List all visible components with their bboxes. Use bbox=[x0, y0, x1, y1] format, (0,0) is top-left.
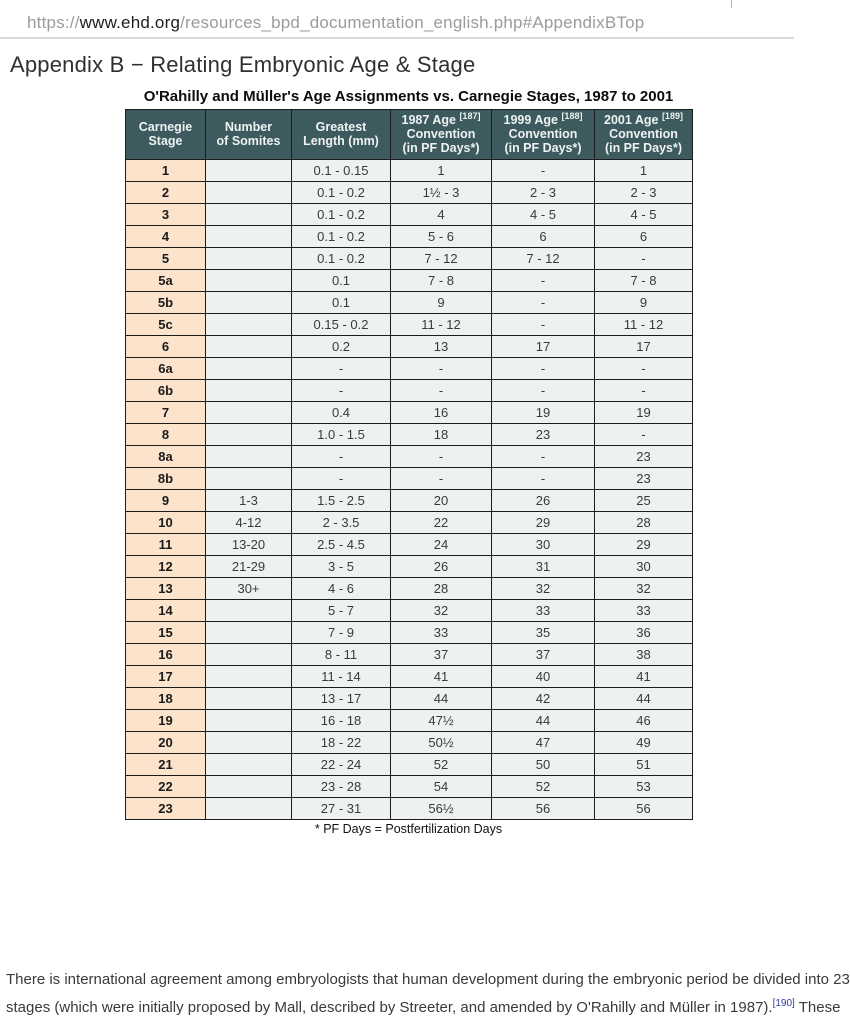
column-header-line: Length (mm) bbox=[303, 134, 379, 148]
value-cell: 19 bbox=[492, 402, 595, 424]
column-header-line: Greatest bbox=[315, 120, 367, 134]
value-cell: 32 bbox=[492, 578, 595, 600]
table-row bbox=[126, 732, 693, 754]
value-cell: 50 bbox=[492, 754, 595, 776]
reference-link[interactable]: [189] bbox=[661, 110, 683, 121]
table-row bbox=[126, 578, 693, 600]
value-cell: 9 bbox=[391, 292, 492, 314]
stage-cell: 4 bbox=[126, 226, 206, 248]
stage-cell: 22 bbox=[126, 776, 206, 798]
carnegie-stage-table bbox=[125, 109, 693, 820]
column-header-line: Number bbox=[224, 120, 273, 134]
value-cell: - bbox=[391, 468, 492, 490]
table-header bbox=[126, 110, 693, 160]
column-header bbox=[206, 110, 292, 160]
column-header-line: Convention bbox=[406, 127, 476, 141]
browser-tab-strip bbox=[0, 0, 794, 8]
value-cell bbox=[206, 292, 292, 314]
stage-cell: 2 bbox=[126, 182, 206, 204]
table-row bbox=[126, 600, 693, 622]
column-header-line: of Somites bbox=[216, 134, 281, 148]
value-cell: 7 - 12 bbox=[492, 248, 595, 270]
value-cell: 6 bbox=[492, 226, 595, 248]
value-cell: - bbox=[492, 292, 595, 314]
reference-link-190[interactable]: [190] bbox=[772, 998, 795, 1009]
value-cell: - bbox=[292, 380, 391, 402]
stage-cell: 9 bbox=[126, 490, 206, 512]
stage-cell: 1 bbox=[126, 160, 206, 182]
value-cell: 0.15 - 0.2 bbox=[292, 314, 391, 336]
stage-cell: 6 bbox=[126, 336, 206, 358]
value-cell bbox=[206, 666, 292, 688]
value-cell: 47 bbox=[492, 732, 595, 754]
table-row bbox=[126, 424, 693, 446]
value-cell bbox=[206, 622, 292, 644]
value-cell: - bbox=[492, 446, 595, 468]
value-cell: 23 bbox=[492, 424, 595, 446]
value-cell: 3 - 5 bbox=[292, 556, 391, 578]
value-cell: 17 bbox=[492, 336, 595, 358]
value-cell: 27 - 31 bbox=[292, 798, 391, 820]
table-row bbox=[126, 336, 693, 358]
value-cell: 23 - 28 bbox=[292, 776, 391, 798]
value-cell: 51 bbox=[595, 754, 693, 776]
value-cell: 47½ bbox=[391, 710, 492, 732]
value-cell: 0.2 bbox=[292, 336, 391, 358]
page-title: Appendix B − Relating Embryonic Age & Stage bbox=[10, 52, 476, 77]
table-row bbox=[126, 468, 693, 490]
value-cell: 6 bbox=[595, 226, 693, 248]
value-cell bbox=[206, 248, 292, 270]
value-cell: 33 bbox=[391, 622, 492, 644]
value-cell: 20 bbox=[391, 490, 492, 512]
table-row bbox=[126, 798, 693, 820]
reference-link[interactable]: [188] bbox=[561, 110, 583, 121]
paragraph-line-2-tail: These bbox=[794, 999, 841, 1016]
table-row bbox=[126, 292, 693, 314]
value-cell: 19 bbox=[595, 402, 693, 424]
value-cell: 2 - 3.5 bbox=[292, 512, 391, 534]
table-row bbox=[126, 512, 693, 534]
value-cell: 1 bbox=[391, 160, 492, 182]
value-cell: 32 bbox=[391, 600, 492, 622]
value-cell: 0.1 bbox=[292, 270, 391, 292]
value-cell: 18 - 22 bbox=[292, 732, 391, 754]
table-row bbox=[126, 358, 693, 380]
value-cell: 7 - 8 bbox=[595, 270, 693, 292]
value-cell: 1½ - 3 bbox=[391, 182, 492, 204]
column-header bbox=[595, 110, 693, 160]
value-cell: 7 - 9 bbox=[292, 622, 391, 644]
value-cell: 0.1 - 0.2 bbox=[292, 182, 391, 204]
value-cell: 35 bbox=[492, 622, 595, 644]
value-cell: 13 bbox=[391, 336, 492, 358]
paragraph-line-1: There is international agreement among embryologists that human development during the embryonic period be divided into 23 bbox=[6, 971, 850, 988]
value-cell: 4 - 5 bbox=[492, 204, 595, 226]
value-cell: 0.1 - 0.2 bbox=[292, 226, 391, 248]
value-cell: 23 bbox=[595, 446, 693, 468]
value-cell: 41 bbox=[391, 666, 492, 688]
table-row bbox=[126, 490, 693, 512]
tab-divider bbox=[731, 0, 732, 8]
stage-cell: 8 bbox=[126, 424, 206, 446]
value-cell: 11 - 12 bbox=[595, 314, 693, 336]
value-cell: 0.1 bbox=[292, 292, 391, 314]
table-row bbox=[126, 666, 693, 688]
value-cell: 16 - 18 bbox=[292, 710, 391, 732]
stage-cell: 14 bbox=[126, 600, 206, 622]
value-cell: 29 bbox=[595, 534, 693, 556]
value-cell bbox=[206, 710, 292, 732]
value-cell: 46 bbox=[595, 710, 693, 732]
value-cell: - bbox=[391, 446, 492, 468]
table-row bbox=[126, 204, 693, 226]
stage-cell: 5b bbox=[126, 292, 206, 314]
value-cell: 50½ bbox=[391, 732, 492, 754]
value-cell bbox=[206, 446, 292, 468]
value-cell: 28 bbox=[595, 512, 693, 534]
value-cell: - bbox=[292, 468, 391, 490]
value-cell bbox=[206, 182, 292, 204]
value-cell: 4 bbox=[391, 204, 492, 226]
column-header-line: 1987 Age [187] bbox=[401, 110, 481, 127]
value-cell: - bbox=[492, 468, 595, 490]
url-scheme: https:// bbox=[27, 12, 80, 32]
value-cell: 1-3 bbox=[206, 490, 292, 512]
value-cell: - bbox=[492, 160, 595, 182]
table-row bbox=[126, 754, 693, 776]
value-cell: 23 bbox=[595, 468, 693, 490]
value-cell: - bbox=[595, 358, 693, 380]
value-cell: 33 bbox=[595, 600, 693, 622]
value-cell bbox=[206, 314, 292, 336]
value-cell: - bbox=[595, 248, 693, 270]
value-cell: 26 bbox=[492, 490, 595, 512]
value-cell: 40 bbox=[492, 666, 595, 688]
stage-cell: 18 bbox=[126, 688, 206, 710]
column-header bbox=[292, 110, 391, 160]
value-cell bbox=[206, 688, 292, 710]
value-cell: 22 bbox=[391, 512, 492, 534]
table-row bbox=[126, 710, 693, 732]
value-cell: - bbox=[391, 358, 492, 380]
value-cell: 22 - 24 bbox=[292, 754, 391, 776]
table-row bbox=[126, 182, 693, 204]
value-cell: - bbox=[492, 358, 595, 380]
value-cell bbox=[206, 402, 292, 424]
value-cell bbox=[206, 468, 292, 490]
table-row bbox=[126, 270, 693, 292]
value-cell: 29 bbox=[492, 512, 595, 534]
table-caption: O'Rahilly and Müller's Age Assignments vs. Carnegie Stages, 1987 to 2001 bbox=[143, 88, 674, 105]
column-header-line: 1999 Age [188] bbox=[503, 110, 583, 127]
value-cell: 53 bbox=[595, 776, 693, 798]
value-cell: 5 - 6 bbox=[391, 226, 492, 248]
table-row bbox=[126, 446, 693, 468]
value-cell: 56 bbox=[492, 798, 595, 820]
value-cell: 52 bbox=[492, 776, 595, 798]
table-row bbox=[126, 314, 693, 336]
value-cell: 0.1 - 0.2 bbox=[292, 248, 391, 270]
value-cell: 37 bbox=[492, 644, 595, 666]
stage-cell: 20 bbox=[126, 732, 206, 754]
value-cell bbox=[206, 644, 292, 666]
stage-cell: 8a bbox=[126, 446, 206, 468]
value-cell: 2 - 3 bbox=[492, 182, 595, 204]
value-cell bbox=[206, 798, 292, 820]
stage-cell: 3 bbox=[126, 204, 206, 226]
value-cell: 16 bbox=[391, 402, 492, 424]
value-cell: 17 bbox=[595, 336, 693, 358]
body-paragraph bbox=[6, 966, 850, 1022]
value-cell: 7 - 12 bbox=[391, 248, 492, 270]
value-cell bbox=[206, 754, 292, 776]
value-cell bbox=[206, 776, 292, 798]
value-cell: 0.1 - 0.2 bbox=[292, 204, 391, 226]
value-cell: 4-12 bbox=[206, 512, 292, 534]
url-path: /resources_bpd_documentation_english.php#AppendixBTop bbox=[180, 12, 645, 32]
column-header-line: Convention bbox=[508, 127, 578, 141]
table-row bbox=[126, 160, 693, 182]
value-cell: - bbox=[492, 380, 595, 402]
stage-cell: 13 bbox=[126, 578, 206, 600]
value-cell bbox=[206, 336, 292, 358]
value-cell bbox=[206, 380, 292, 402]
stage-cell: 5c bbox=[126, 314, 206, 336]
value-cell: - bbox=[292, 446, 391, 468]
value-cell bbox=[206, 226, 292, 248]
stage-cell: 23 bbox=[126, 798, 206, 820]
column-header bbox=[126, 110, 206, 160]
value-cell: - bbox=[292, 358, 391, 380]
value-cell: 32 bbox=[595, 578, 693, 600]
value-cell: 56 bbox=[595, 798, 693, 820]
table-row bbox=[126, 556, 693, 578]
column-header-line: (in PF Days*) bbox=[402, 141, 480, 155]
value-cell: 56½ bbox=[391, 798, 492, 820]
value-cell: 11 - 14 bbox=[292, 666, 391, 688]
value-cell bbox=[206, 732, 292, 754]
table-row bbox=[126, 776, 693, 798]
stage-cell: 15 bbox=[126, 622, 206, 644]
value-cell: 11 - 12 bbox=[391, 314, 492, 336]
value-cell: 7 - 8 bbox=[391, 270, 492, 292]
value-cell bbox=[206, 160, 292, 182]
value-cell: 1 bbox=[595, 160, 693, 182]
value-cell: 30 bbox=[492, 534, 595, 556]
table-row bbox=[126, 688, 693, 710]
value-cell: 54 bbox=[391, 776, 492, 798]
value-cell: 36 bbox=[595, 622, 693, 644]
value-cell: 2 - 3 bbox=[595, 182, 693, 204]
url-text[interactable] bbox=[27, 13, 644, 33]
value-cell: 44 bbox=[391, 688, 492, 710]
value-cell: - bbox=[595, 424, 693, 446]
table-row bbox=[126, 402, 693, 424]
value-cell: 41 bbox=[595, 666, 693, 688]
column-header-line: 2001 Age [189] bbox=[604, 110, 683, 127]
column-header bbox=[391, 110, 492, 160]
value-cell: 9 bbox=[595, 292, 693, 314]
stage-cell: 6a bbox=[126, 358, 206, 380]
value-cell: 44 bbox=[492, 710, 595, 732]
value-cell: 8 - 11 bbox=[292, 644, 391, 666]
value-cell: 42 bbox=[492, 688, 595, 710]
column-header bbox=[492, 110, 595, 160]
value-cell: 31 bbox=[492, 556, 595, 578]
value-cell bbox=[206, 424, 292, 446]
value-cell: - bbox=[391, 380, 492, 402]
value-cell: - bbox=[492, 270, 595, 292]
column-header-line: (in PF Days*) bbox=[604, 141, 683, 155]
value-cell: 18 bbox=[391, 424, 492, 446]
paragraph-line-2-text: stages (which were initially proposed by Mall, described by Streeter, and amended by O'Rahilly and Müller in 1987). bbox=[6, 999, 773, 1016]
value-cell: 5 - 7 bbox=[292, 600, 391, 622]
value-cell: 44 bbox=[595, 688, 693, 710]
value-cell: 2.5 - 4.5 bbox=[292, 534, 391, 556]
stage-cell: 5 bbox=[126, 248, 206, 270]
value-cell: 0.4 bbox=[292, 402, 391, 424]
value-cell: 21-29 bbox=[206, 556, 292, 578]
value-cell: - bbox=[492, 314, 595, 336]
paragraph-line-2 bbox=[6, 994, 841, 1022]
value-cell: 1.5 - 2.5 bbox=[292, 490, 391, 512]
stage-cell: 16 bbox=[126, 644, 206, 666]
page-content bbox=[0, 52, 850, 1016]
url-domain: www.ehd.org bbox=[79, 12, 181, 32]
table-row bbox=[126, 622, 693, 644]
value-cell: - bbox=[595, 380, 693, 402]
stage-cell: 19 bbox=[126, 710, 206, 732]
stage-cell: 11 bbox=[126, 534, 206, 556]
stage-cell: 17 bbox=[126, 666, 206, 688]
table-row bbox=[126, 226, 693, 248]
value-cell: 30 bbox=[595, 556, 693, 578]
value-cell: 26 bbox=[391, 556, 492, 578]
table-footnote: * PF Days = Postfertilization Days bbox=[314, 822, 503, 836]
stage-cell: 10 bbox=[126, 512, 206, 534]
stage-cell: 12 bbox=[126, 556, 206, 578]
value-cell bbox=[206, 600, 292, 622]
address-bar[interactable] bbox=[0, 8, 794, 39]
column-header-line: Stage bbox=[148, 134, 183, 148]
value-cell: 13-20 bbox=[206, 534, 292, 556]
value-cell: 49 bbox=[595, 732, 693, 754]
column-header-line: Carnegie bbox=[138, 120, 193, 134]
table-row bbox=[126, 248, 693, 270]
stage-cell: 5a bbox=[126, 270, 206, 292]
table-row bbox=[126, 534, 693, 556]
value-cell: 4 - 6 bbox=[292, 578, 391, 600]
table-row bbox=[126, 644, 693, 666]
value-cell: 24 bbox=[391, 534, 492, 556]
value-cell: 4 - 5 bbox=[595, 204, 693, 226]
column-header-line: (in PF Days*) bbox=[504, 141, 582, 155]
stage-cell: 21 bbox=[126, 754, 206, 776]
value-cell: 1.0 - 1.5 bbox=[292, 424, 391, 446]
value-cell bbox=[206, 270, 292, 292]
stage-cell: 8b bbox=[126, 468, 206, 490]
value-cell: 13 - 17 bbox=[292, 688, 391, 710]
value-cell bbox=[206, 204, 292, 226]
value-cell: 30+ bbox=[206, 578, 292, 600]
value-cell: 28 bbox=[391, 578, 492, 600]
reference-link[interactable]: [187] bbox=[459, 110, 481, 121]
value-cell: 38 bbox=[595, 644, 693, 666]
table-row bbox=[126, 380, 693, 402]
value-cell: 33 bbox=[492, 600, 595, 622]
stage-cell: 6b bbox=[126, 380, 206, 402]
stage-cell: 7 bbox=[126, 402, 206, 424]
value-cell: 0.1 - 0.15 bbox=[292, 160, 391, 182]
column-header-line: Convention bbox=[609, 127, 678, 141]
value-cell: 37 bbox=[391, 644, 492, 666]
value-cell bbox=[206, 358, 292, 380]
value-cell: 52 bbox=[391, 754, 492, 776]
value-cell: 25 bbox=[595, 490, 693, 512]
table-zone bbox=[125, 88, 692, 836]
